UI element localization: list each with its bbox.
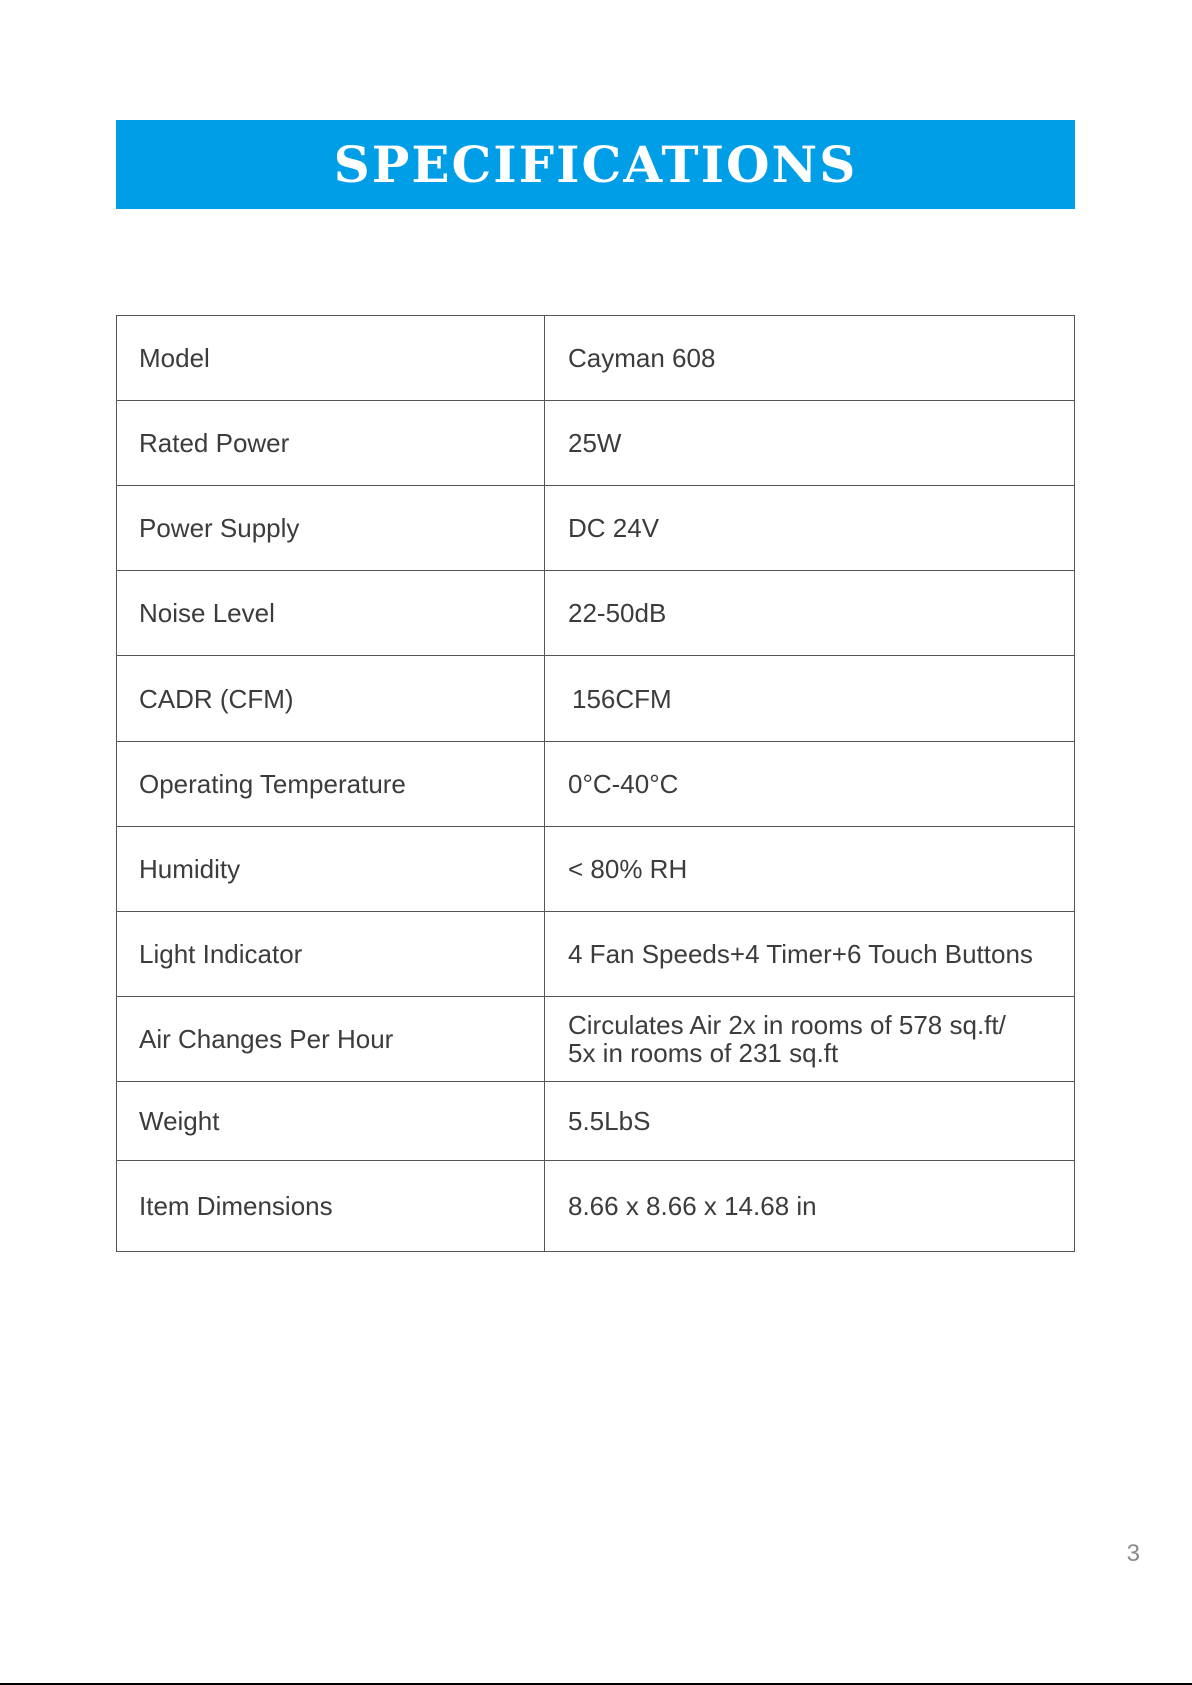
spec-label: Noise Level (117, 571, 545, 656)
spec-value: < 80% RH (545, 827, 1075, 912)
spec-row-rated-power (117, 401, 1075, 486)
spec-value: 156CFM (545, 656, 1075, 742)
spec-value: 5.5LbS (545, 1082, 1075, 1161)
spec-row-cadr (117, 656, 1075, 742)
spec-row-operating-temperature (117, 742, 1075, 827)
spec-row-item-dimensions (117, 1161, 1075, 1252)
spec-label: Rated Power (117, 401, 545, 486)
spec-label: CADR (CFM) (117, 656, 545, 742)
page-number: 3 (1126, 1540, 1140, 1567)
spec-row-power-supply (117, 486, 1075, 571)
spec-label: Air Changes Per Hour (117, 997, 545, 1082)
spec-row-model (117, 316, 1075, 401)
spec-value: Cayman 608 (545, 316, 1075, 401)
spec-value-line: Circulates Air 2x in rooms of 578 sq.ft/ (568, 1010, 1006, 1040)
spec-value: 25W (545, 401, 1075, 486)
spec-value-multiline (545, 997, 1075, 1082)
spec-value: DC 24V (545, 486, 1075, 571)
spec-value: 8.66 x 8.66 x 14.68 in (545, 1161, 1075, 1252)
specifications-table (116, 315, 1075, 1252)
spec-label: Operating Temperature (117, 742, 545, 827)
spec-row-air-changes (117, 997, 1075, 1082)
page-title: SPECIFICATIONS (333, 135, 858, 194)
spec-label: Power Supply (117, 486, 545, 571)
spec-label: Light Indicator (117, 912, 545, 997)
specifications-banner (116, 120, 1075, 209)
spec-label: Humidity (117, 827, 545, 912)
spec-label: Item Dimensions (117, 1161, 545, 1252)
spec-row-noise-level (117, 571, 1075, 656)
spec-value-line: 5x in rooms of 231 sq.ft (568, 1038, 839, 1068)
spec-row-weight (117, 1082, 1075, 1161)
spec-value: 22-50dB (545, 571, 1075, 656)
spec-value: 0°C-40°C (545, 742, 1075, 827)
spec-label: Model (117, 316, 545, 401)
spec-label: Weight (117, 1082, 545, 1161)
spec-row-light-indicator (117, 912, 1075, 997)
spec-row-humidity (117, 827, 1075, 912)
spec-value: 4 Fan Speeds+4 Timer+6 Touch Buttons (545, 912, 1075, 997)
